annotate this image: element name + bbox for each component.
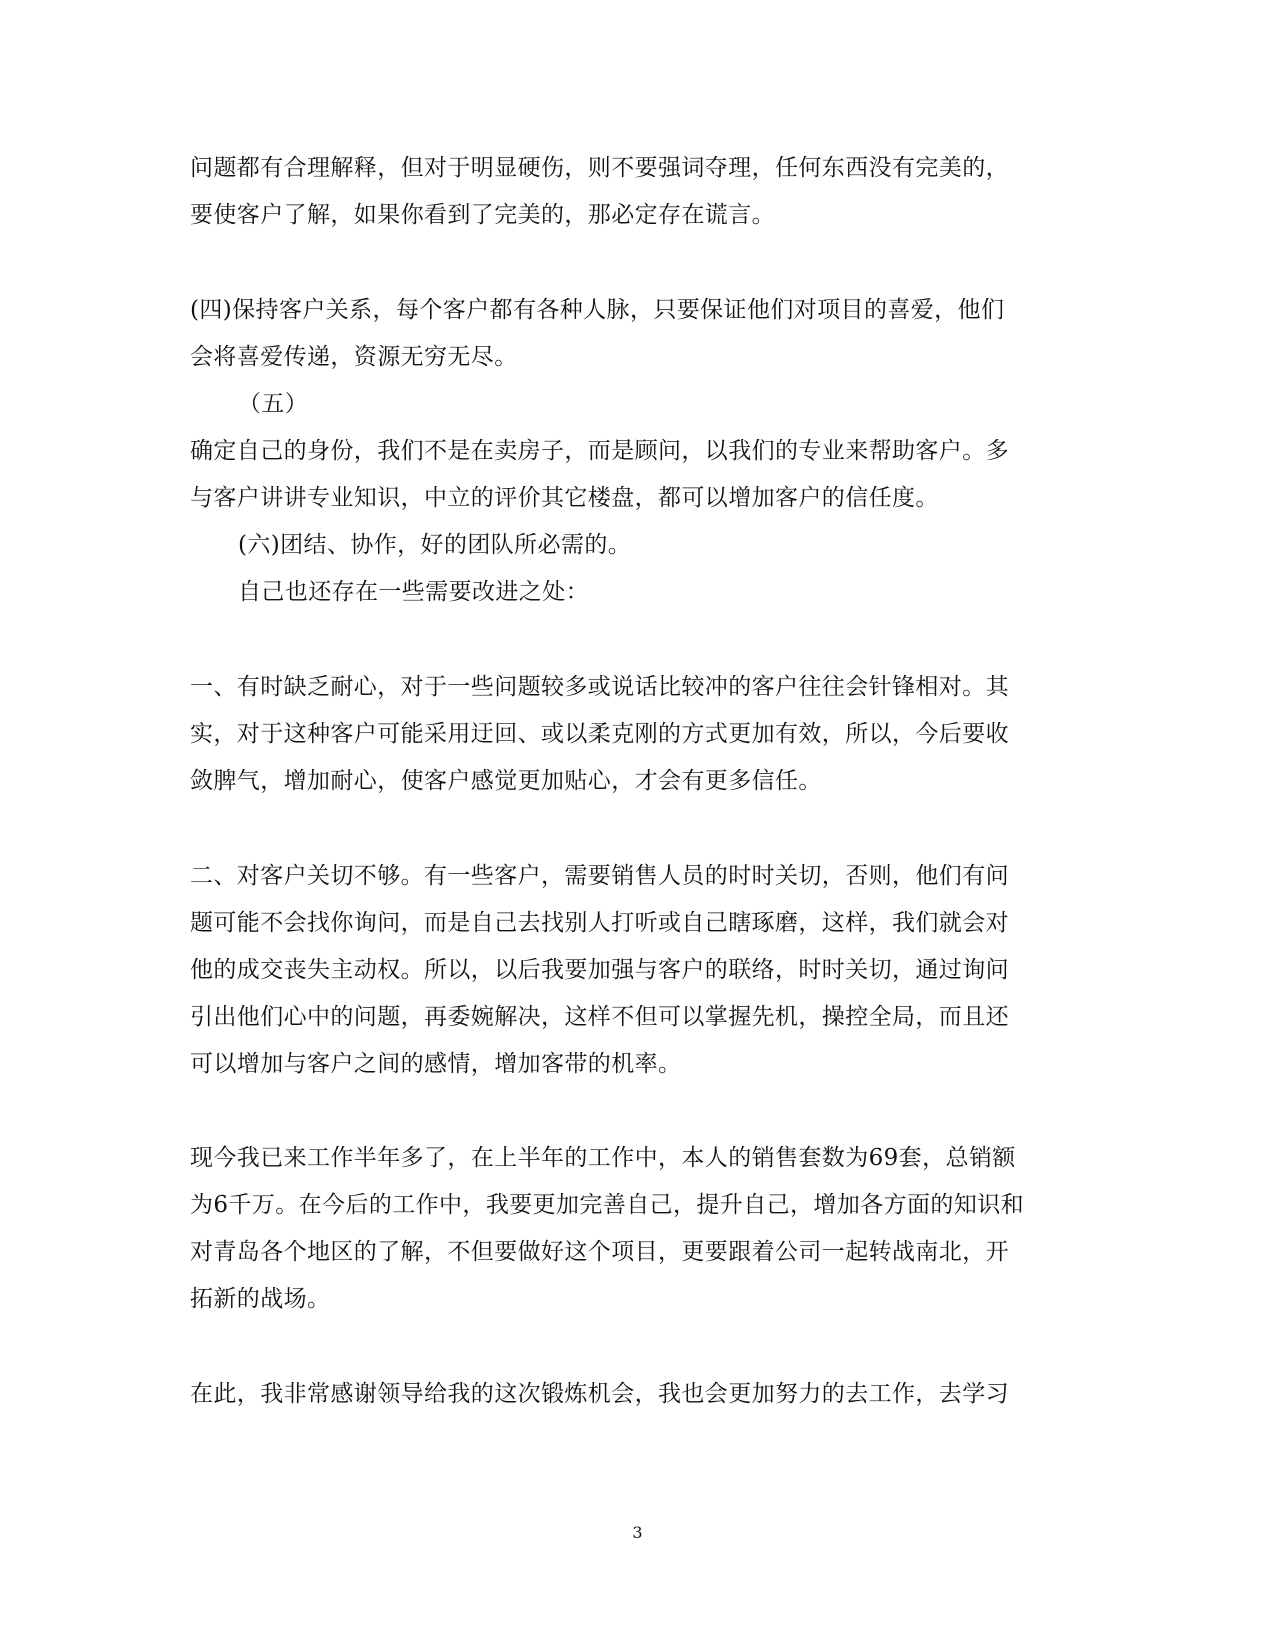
text-line: 引出他们心中的问题，再委婉解决，这样不但可以掌握先机，操控全局，而且还 <box>190 1004 1009 1030</box>
text-line: 敛脾气，增加耐心，使客户感觉更加贴心，才会有更多信任。 <box>190 768 822 794</box>
text-line: 在此，我非常感谢领导给我的这次锻炼机会，我也会更加努力的去工作，去学习 <box>190 1381 1009 1407</box>
text-line: (四)保持客户关系，每个客户都有各种人脉，只要保证他们对项目的喜爱，他们 <box>190 297 1005 323</box>
text-line: 现今我已来工作半年多了，在上半年的工作中，本人的销售套数为69套，总销额 <box>190 1145 1016 1171</box>
text-line: 实，对于这种客户可能采用迂回、或以柔克刚的方式更加有效，所以，今后要收 <box>190 721 1009 747</box>
text-line: 拓新的战场。 <box>190 1286 331 1312</box>
section-heading: （五） <box>238 391 309 417</box>
text-line: 与客户讲讲专业知识，中立的评价其它楼盘，都可以增加客户的信任度。 <box>190 485 939 511</box>
page-number: 3 <box>632 1523 643 1542</box>
text-line: 可以增加与客户之间的感情，增加客带的机率。 <box>190 1051 682 1077</box>
text-line: 要使客户了解，如果你看到了完美的，那必定存在谎言。 <box>190 202 775 228</box>
text-line: 确定自己的身份，我们不是在卖房子，而是顾问，以我们的专业来帮助客户。多 <box>190 438 1009 464</box>
text-line: (六)团结、协作，好的团队所必需的。 <box>238 532 632 558</box>
text-line: 为6千万。在今后的工作中，我要更加完善自己，提升自己，增加各方面的知识和 <box>190 1192 1025 1218</box>
text-line: 题可能不会找你询问，而是自己去找别人打听或自己瞎琢磨，这样，我们就会对 <box>190 910 1009 936</box>
text-line: 一、有时缺乏耐心，对于一些问题较多或说话比较冲的客户往往会针锋相对。其 <box>190 674 1009 700</box>
text-line: 会将喜爱传递，资源无穷无尽。 <box>190 344 518 370</box>
text-line: 他的成交丧失主动权。所以，以后我要加强与客户的联络，时时关切，通过询问 <box>190 957 1009 983</box>
text-line: 问题都有合理解释，但对于明显硬伤，则不要强词夺理，任何东西没有完美的， <box>190 155 1009 181</box>
text-line: 自己也还存在一些需要改进之处： <box>238 579 589 605</box>
text-line: 对青岛各个地区的了解，不但要做好这个项目，更要跟着公司一起转战南北，开 <box>190 1239 1009 1265</box>
text-line: 二、对客户关切不够。有一些客户，需要销售人员的时时关切，否则，他们有问 <box>190 863 1009 889</box>
